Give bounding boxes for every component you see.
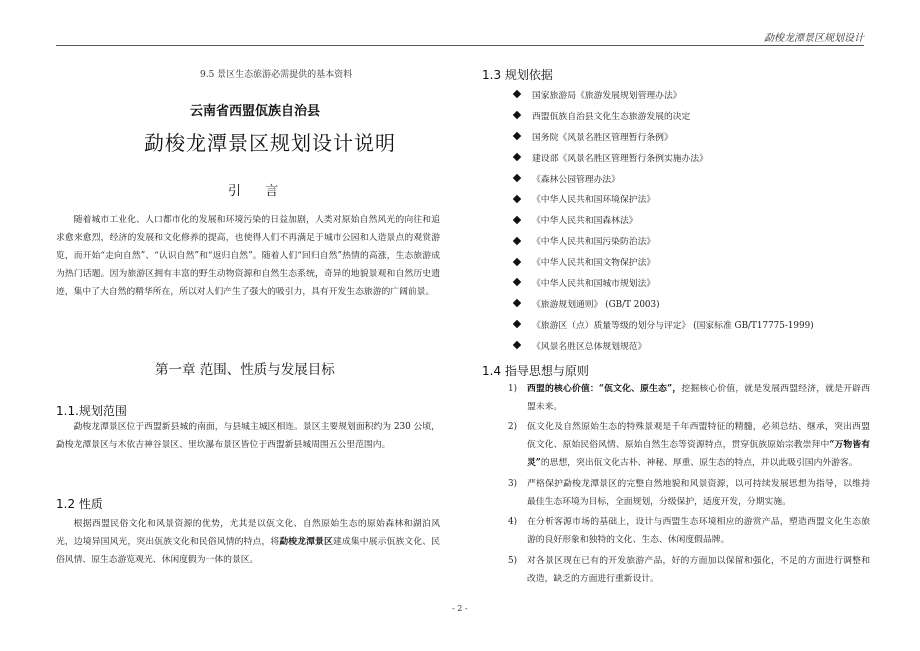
basis-item [512,251,814,272]
basis-item-text: 《森林公园管理办法》 [532,174,620,185]
basis-item [512,293,814,314]
basis-item-text: 《中华人民共和国污染防治法》 [532,237,656,248]
diamond-bullet-icon [513,236,521,244]
principle-text: 佤文化及自然原始生态的特殊景观是千年西盟特征的精髓，必须总结、继承，突出西盟佤文化、原始民俗风情、原始自然生态等资源特点，贯穿佤族原始宗教崇拜中 [527,422,870,451]
diamond-bullet-icon [513,90,521,98]
diamond-bullet-icon [513,132,521,140]
intro-paragraph: 随着城市工业化、人口都市化的发展和环境污染的日益加剧，人类对原始自然风光的向往和追求愈来愈烈，经济的发展和文化修养的提高，也使得人们不再满足于城市公园和人造景点的观赏游览，而开始“走向自然”、“认识自然”和“返归自然”。随着人们“回归自然”热情的高涨，生态旅游成为热门话题。因为旅游区拥有丰富的野生动物资源和自然生态系统，奇异的地貌景观和自然历史遗迹，集中了大自然的精华所在，所以对人们产生了强大的吸引力，具有开发生态旅游的广阔前景。 [56,215,440,297]
basis-item-text: 《旅游规划通则》 (GB/T 2003) [532,299,660,310]
section-1-4-heading: 1.4 指导思想与原则 [482,364,589,378]
diamond-bullet-icon [513,341,521,349]
basis-item [512,188,814,209]
section-1-1-paragraph: 勐梭龙潭景区位于西盟新县城的南面，与县城主城区相连。景区主要规划面积约为 230 公顷，勐梭龙潭景区与木依吉神谷景区、里坎瀑布景区皆位于西盟新县城周围五公里范围内。 [56,422,440,450]
principle-text [527,380,870,416]
principle-text: 挖掘核心价值，就是发展西盟经济，就是开辟西盟未来。 [527,384,870,412]
principles-list [508,380,870,590]
basis-item [512,230,814,251]
principle-number: 5) [508,555,518,566]
section-1-2-paragraph [56,515,440,569]
basis-item-text: 建设部《风景名胜区管理暂行条例实施办法》 [532,153,708,164]
diamond-bullet-icon [513,278,521,286]
section-1-3-heading: 1.3 规划依据 [482,68,553,82]
basis-item-text: 《中华人民共和国森林法》 [532,216,638,227]
s2-text-bold: 勐梭龙潭景区 [279,537,333,547]
diamond-bullet-icon [513,111,521,119]
running-header: 勐梭龙潭景区规划设计 [764,33,864,44]
diamond-bullet-icon [513,174,521,182]
basis-item-text: 《旅游区（点）质量等级的划分与评定》 (国家标准 GB/T17775-1999) [532,320,814,331]
basis-item [512,105,814,126]
principle-text [527,552,870,588]
s2-text-b: 建成集中展示佤族文化、民俗风情、原生态游览观光、休闲度假为一体的景区。 [56,537,440,565]
basis-item-text: 《中华人民共和国文物保护法》 [532,258,656,269]
basis-list [512,84,814,356]
principle-text: 在分析客源市场的基础上，设计与西盟生态环境相应的游赏产品，塑造西盟文化生态旅游的良好形象和独特的文化、生态、休闲度假品牌。 [527,517,870,546]
basis-item [512,209,814,230]
header-rule [56,45,864,46]
basis-item [512,147,814,168]
principle-text: 严格保护勐梭龙潭景区的完整自然地貌和风景资源，以可持续发展思想为指导，以维持最佳生态环境为目标，全面规划，分级保护，适度开发，分期实施。 [527,478,870,507]
chapter-title: 第一章 范围、性质与发展目标 [155,362,335,378]
principle-item [508,380,870,416]
principle-item [508,418,870,472]
principle-text [527,475,870,511]
basis-item [512,335,814,356]
principle-number: 2) [508,422,518,433]
basis-item-text: 国务院《风景名胜区管理暂行条例》 [532,132,673,143]
principle-item [508,552,870,588]
basis-item [512,272,814,293]
basis-item-text: 《中华人民共和国环境保护法》 [532,195,656,206]
principle-text [527,418,870,472]
principle-number: 3) [508,478,518,489]
diamond-bullet-icon [513,257,521,265]
principle-bold2: “万物皆有灵” [527,440,870,469]
diamond-bullet-icon [513,153,521,161]
basis-item [512,314,814,335]
principle-number: 4) [508,517,518,528]
principle-text [527,513,870,549]
region-title: 云南省西盟佤族自治县 [190,104,321,119]
diamond-bullet-icon [513,299,521,307]
diamond-bullet-icon [513,195,521,203]
principle-bold: 西盟的核心价值：“佤文化、原生态”， [527,384,682,394]
s2-text-a: 根据西盟民俗文化和风景资源的优势，尤其是以佤文化、自然原始生态的原始森林和湖泊风光，边境异国风光，突出佤族文化和民俗风情的特点，将 [56,519,440,547]
basis-item-text: 西盟佤族自治县文化生态旅游发展的决定 [532,111,691,122]
basis-item [512,126,814,147]
principle-number: 1) [508,384,518,394]
principle-item [508,475,870,511]
principle-text2: 的思想，突出佤文化古朴、神秘、厚重、原生态的特点，并以此吸引国内外游客。 [540,458,858,469]
section-note: 9.5 景区生态旅游必需提供的基本资料 [200,70,353,80]
basis-item-text: 国家旅游局《旅游发展规划管理办法》 [532,90,682,101]
principle-text: 对各景区现在已有的开发旅游产品，好的方面加以保留和强化，不足的方面进行调整和改造，缺乏的方面进行重新设计。 [527,555,870,584]
page-number: - 2 - [452,604,468,613]
basis-item [512,84,814,105]
section-1-2-heading: 1.2 性质 [56,497,103,511]
principle-item [508,513,870,549]
document-title: 勐梭龙潭景区规划设计说明 [144,131,396,155]
diamond-bullet-icon [513,216,521,224]
basis-item-text: 《风景名胜区总体规划规范》 [532,341,647,352]
section-1-1-heading: 1.1.规划范围 [56,404,127,418]
basis-item [512,168,814,189]
intro-heading: 引 言 [228,184,289,199]
basis-item-text: 《中华人民共和国城市规划法》 [532,278,656,289]
diamond-bullet-icon [513,320,521,328]
